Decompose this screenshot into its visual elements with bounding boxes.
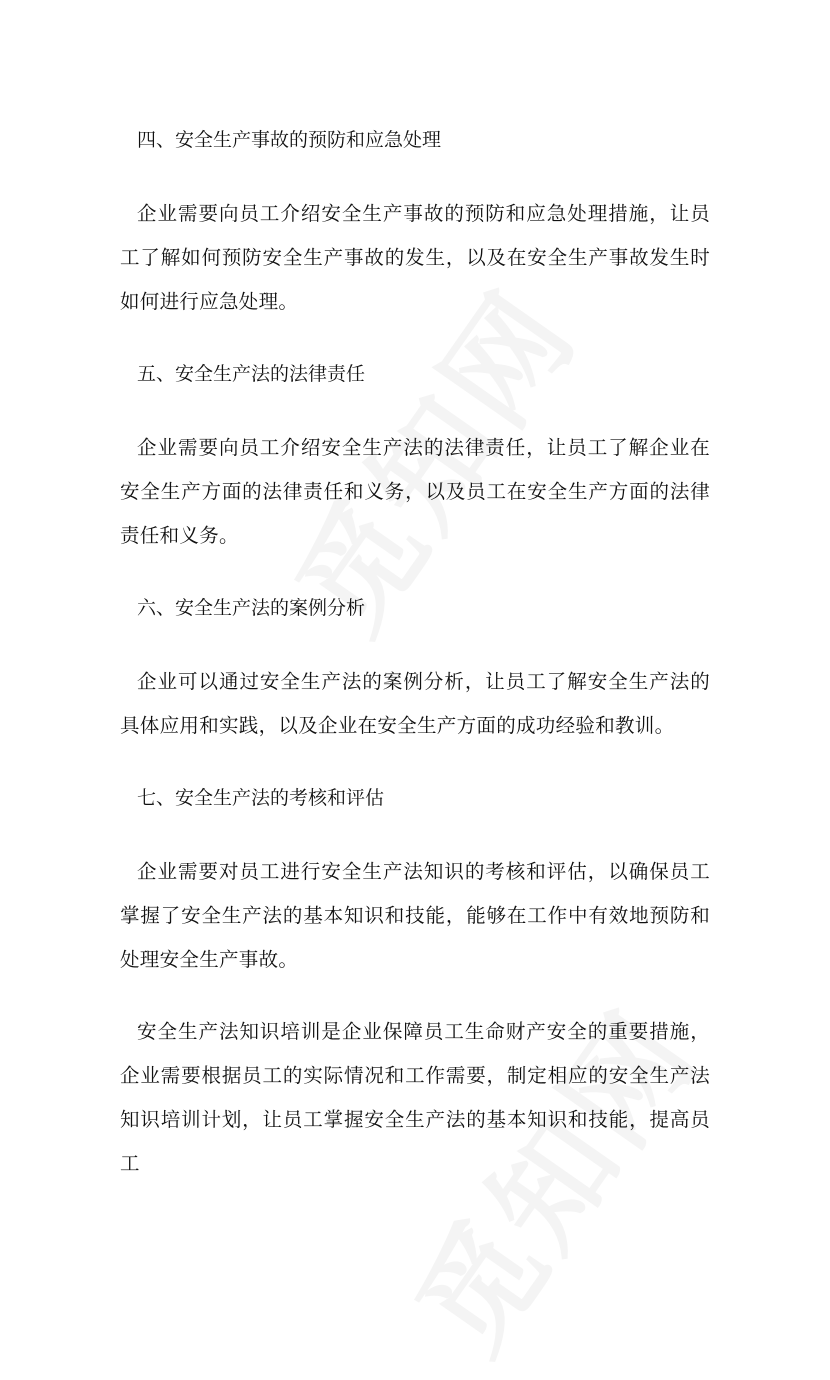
section-heading: 四、安全生产事故的预防和应急处理 bbox=[137, 129, 442, 151]
section-heading: 七、安全生产法的考核和评估 bbox=[137, 787, 385, 809]
closing-paragraph: 安全生产法知识培训是企业保障员工生命财产安全的重要措施，企业需要根据员工的实际情况和工作需要，制定相应的安全生产法知识培训计划，让员工掌握安全生产法的基本知识和技能，提高员工 bbox=[120, 1020, 710, 1175]
document-body bbox=[120, 118, 710, 1186]
section-paragraph: 企业需要向员工介绍安全生产法的法律责任，让员工了解企业在安全生产方面的法律责任和义务，以及员工在安全生产方面的法律责任和义务。 bbox=[120, 436, 710, 547]
section-paragraph: 企业可以通过安全生产法的案例分析，让员工了解安全生产法的具体应用和实践，以及企业在安全生产方面的成功经验和教训。 bbox=[120, 670, 710, 737]
section-heading: 五、安全生产法的法律责任 bbox=[137, 363, 366, 385]
section-paragraph: 企业需要向员工介绍安全生产事故的预防和应急处理措施，让员工了解如何预防安全生产事故的发生，以及在安全生产事故发生时如何进行应急处理。 bbox=[120, 202, 710, 313]
section-heading: 六、安全生产法的案例分析 bbox=[137, 597, 366, 619]
section-paragraph: 企业需要对员工进行安全生产法知识的考核和评估，以确保员工掌握了安全生产法的基本知识和技能，能够在工作中有效地预防和处理安全生产事故。 bbox=[120, 860, 710, 971]
